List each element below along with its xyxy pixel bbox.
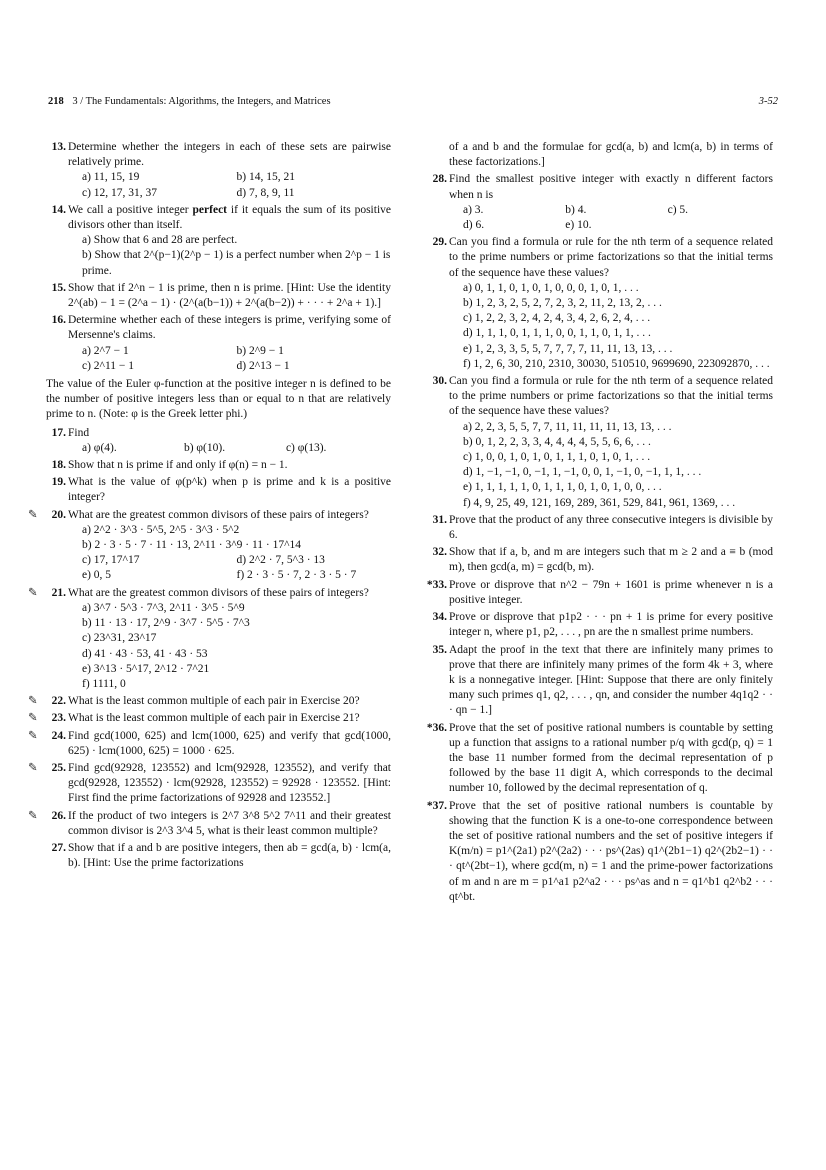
exercise-number: 20. [51, 508, 66, 521]
section-number: 3-52 [758, 96, 778, 107]
exercise-25 [28, 761, 391, 807]
option-f: f) 1111, 0 [82, 677, 126, 690]
option-b: b) 2^9 − 1 [236, 344, 284, 357]
right-column [427, 140, 773, 907]
running-title: 3 / The Fundamentals: Algorithms, the Integers, and Matrices [72, 96, 331, 107]
pencil-icon: ✎ [28, 695, 38, 708]
exercise-text: What is the value of φ(p^k) when p is prime and k is a positive integer? [68, 476, 391, 504]
exercise-24 [28, 729, 391, 759]
option-c: c) φ(13). [285, 441, 327, 454]
exercise-32 [427, 545, 773, 575]
exercise-text: Find gcd(1000, 625) and lcm(1000, 625) and verify that gcd(1000, 625) · lcm(1000, 625) = 1000 · 625. [68, 729, 391, 757]
exercise-text: We call a positive integer perfect if it equals the sum of its positive divisors other than itself. [68, 203, 391, 232]
exercise-number: *33. [426, 578, 447, 591]
exercise-text: Show that if 2^n − 1 is prime, then n is prime. [Hint: Use the identity 2^(ab) − 1 = (2^a − 1) · (2^(a(b−1)) + 2^(a(b−2)) + · · · + 2^a + 1).] [68, 281, 391, 310]
exercise-number: 15. [51, 281, 66, 294]
option-f: f) 1, 2, 6, 30, 210, 2310, 30030, 510510, 9699690, 223092870, . . . [463, 357, 770, 370]
option-e: e) 1, 1, 1, 1, 1, 0, 1, 1, 1, 0, 1, 0, 1, 0, 0, . . . [463, 481, 662, 494]
option-d: d) 41 · 43 · 53, 41 · 43 · 53 [82, 647, 208, 660]
option-f: f) 4, 9, 25, 49, 121, 169, 289, 361, 529, 841, 961, 1369, . . . [463, 496, 736, 509]
exercise-text: of a and b and the formulae for gcd(a, b) and lcm(a, b) in terms of these factorizations.] [449, 141, 773, 169]
option-b: b) 14, 15, 21 [236, 171, 295, 184]
exercise-22 [28, 694, 391, 709]
pencil-icon: ✎ [28, 712, 38, 725]
option-b: b) φ(10). [183, 441, 226, 454]
option-e: e) 0, 5 [82, 569, 112, 582]
pencil-icon: ✎ [28, 729, 38, 742]
exercise-text: Prove or disprove that p1p2 · · · pn + 1 is prime for every positive integer n, where p1, p2, . . . , pn are the n smallest prime numbers. [449, 611, 773, 639]
option-a: a) φ(4). [82, 441, 117, 454]
exercise-number: 16. [51, 314, 66, 327]
page-header [48, 96, 778, 112]
exercise-31 [427, 513, 773, 543]
option-e: e) 10. [565, 219, 592, 232]
exercise-number: 35. [432, 643, 447, 656]
option-a: a) 3. [463, 203, 484, 216]
exercise-text: If the product of two integers is 2^7 3^8 5^2 7^11 and their greatest common divisor is 2^3 3^4 5, what is their least common multiple? [68, 809, 391, 837]
option-a: a) Show that 6 and 28 are perfect. [82, 234, 238, 247]
exercise-13 [46, 140, 391, 201]
option-d: d) 6. [463, 219, 485, 232]
exercise-23 [28, 711, 391, 726]
exercise-14 [46, 203, 391, 279]
exercise-number: 21. [51, 586, 66, 599]
exercise-27-continued [427, 140, 773, 170]
exercise-17 [46, 426, 391, 456]
option-c: c) 2^11 − 1 [82, 359, 135, 372]
option-d: d) 7, 8, 9, 11 [236, 186, 295, 199]
exercise-text: Show that n is prime if and only if φ(n) = n − 1. [68, 459, 288, 472]
exercise-text: What is the least common multiple of each pair in Exercise 21? [68, 712, 360, 725]
exercise-15 [46, 281, 391, 311]
exercise-33 [427, 578, 773, 608]
exercise-number: *37. [426, 799, 447, 812]
option-a: a) 11, 15, 19 [82, 171, 140, 184]
left-column [28, 140, 391, 873]
option-b: b) 11 · 13 · 17, 2^9 · 3^7 · 5^5 · 7^3 [82, 617, 250, 630]
exercise-text: Find gcd(92928, 123552) and lcm(92928, 123552), and verify that gcd(92928, 123552) · lcm(92928, 123552) = 92928 · 123552. [Hint: First find the prime factorizations of 92928 and 123552.] [68, 761, 391, 805]
exercise-number: 14. [51, 203, 66, 216]
option-c: c) 5. [667, 203, 689, 216]
exercise-20 [28, 508, 391, 584]
option-b: b) Show that 2^(p−1)(2^p − 1) is a perfect number when 2^p − 1 is prime. [82, 249, 391, 277]
option-c: c) 1, 2, 2, 3, 2, 4, 2, 4, 3, 4, 2, 6, 2, 4, . . . [463, 312, 651, 325]
exercise-30 [427, 374, 773, 511]
exercise-number: 29. [432, 236, 447, 249]
exercise-35 [427, 643, 773, 719]
exercise-text: Prove that the set of positive rational numbers is countable by showing that the function K is a one-to-one correspondence between the set of positive rational numbers and the set of positive integers if K(m/n) = p1^(2a1) p2^(2a2) · · · ps^(2as) q1^(2b1−1) q2^(2b2−1) · · · qt^(2bt−1), where gcd(m, n) = 1 and the prime-power factorizations of m and n are m = p1^a1 p2^a2 · · · ps^as and n = q1^b1 q2^b2 · · · qt^bt. [449, 799, 773, 903]
exercise-text: Can you find a formula or rule for the nth term of a sequence related to the prime numbers or prime factorizations so that the initial terms of the sequence have these values? [449, 236, 773, 279]
pencil-icon: ✎ [28, 761, 38, 774]
exercise-26 [28, 809, 391, 839]
exercise-number: 22. [51, 695, 66, 708]
option-c: c) 1, 0, 0, 1, 0, 1, 0, 1, 1, 1, 0, 1, 0, 1, . . . [463, 451, 651, 464]
option-a: a) 2^2 · 3^3 · 5^5, 2^5 · 3^3 · 5^2 [82, 523, 240, 536]
exercise-text: Determine whether each of these integers is prime, verifying some of Mersenne's claims. [68, 314, 391, 342]
exercise-text: Show that if a, b, and m are integers such that m ≥ 2 and a ≡ b (mod m), then gcd(a, m) = gcd(b, m). [449, 546, 773, 574]
option-b: b) 4. [565, 203, 587, 216]
exercise-27 [46, 841, 391, 871]
option-c: c) 12, 17, 31, 37 [82, 186, 158, 199]
exercise-text: Find the smallest positive integer with exactly n different factors when n is [449, 173, 773, 201]
exercise-number: 31. [432, 513, 447, 526]
exercise-number: 19. [51, 476, 66, 489]
exercise-29 [427, 235, 773, 372]
exercise-number: 24. [51, 729, 66, 742]
exercise-number: 28. [432, 173, 447, 186]
exercise-21 [28, 586, 391, 692]
exercise-text: Adapt the proof in the text that there are infinitely many primes to prove that there are infinitely many primes of the form 4k + 3, where k is a nonnegative integer. [Hint: Suppose that there are only finitely many such primes q1, q2, . . . , qn, and consider the number 4q1q2 · · · qn − 1.] [449, 643, 773, 717]
exercise-text: Prove that the product of any three consecutive integers is divisible by 6. [449, 513, 773, 542]
exercise-36 [427, 721, 773, 797]
exercise-number: 34. [432, 611, 447, 624]
exercise-28 [427, 172, 773, 233]
option-e: e) 3^13 · 5^17, 2^12 · 7^21 [82, 662, 210, 675]
pencil-icon: ✎ [28, 508, 38, 521]
exercise-text: Can you find a formula or rule for the nth term of a sequence related to the prime numbers or prime factorizations so that the initial terms of the sequence have these values? [449, 375, 773, 418]
exercise-text: What is the least common multiple of each pair in Exercise 20? [68, 695, 360, 708]
page-number: 218 [48, 96, 64, 107]
exercise-text: Find [68, 426, 90, 439]
exercise-number: 25. [51, 761, 66, 774]
option-c: c) 23^31, 23^17 [82, 632, 157, 645]
exercise-16 [46, 313, 391, 374]
option-e: e) 1, 2, 3, 3, 5, 5, 7, 7, 7, 7, 11, 11, 13, 13, . . . [463, 342, 673, 355]
exercise-text: Determine whether the integers in each of these sets are pairwise relatively prime. [68, 141, 391, 169]
option-b: b) 1, 2, 3, 2, 5, 2, 7, 2, 3, 2, 11, 2, 13, 2, . . . [463, 297, 662, 310]
exercise-number: 18. [51, 459, 66, 472]
option-f: f) 2 · 3 · 5 · 7, 2 · 3 · 5 · 7 [236, 569, 357, 582]
exercise-number: 17. [51, 426, 66, 439]
exercise-number: 27. [51, 841, 66, 854]
option-c: c) 17, 17^17 [82, 554, 140, 567]
exercise-18 [46, 458, 391, 473]
pencil-icon: ✎ [28, 809, 38, 822]
option-d: d) 2^2 · 7, 5^3 · 13 [236, 554, 325, 567]
exercise-number: 32. [432, 546, 447, 559]
option-a: a) 3^7 · 5^3 · 7^3, 2^11 · 3^5 · 5^9 [82, 601, 245, 614]
option-b: b) 0, 1, 2, 2, 3, 3, 4, 4, 4, 4, 5, 5, 6, 6, . . . [463, 435, 651, 448]
option-a: a) 2, 2, 3, 5, 5, 7, 7, 11, 11, 11, 11, 13, 13, . . . [463, 420, 672, 433]
option-a: a) 2^7 − 1 [82, 344, 129, 357]
exercise-text: Show that if a and b are positive integers, then ab = gcd(a, b) · lcm(a, b). [Hint: Use the prime factorizations [68, 841, 391, 870]
exercise-37 [427, 799, 773, 905]
exercise-number: 23. [51, 712, 66, 725]
exercise-text: What are the greatest common divisors of these pairs of integers? [68, 586, 369, 599]
option-a: a) 0, 1, 1, 0, 1, 0, 1, 0, 0, 0, 1, 0, 1, . . . [463, 281, 639, 294]
option-d: d) 2^13 − 1 [236, 359, 290, 372]
exercise-19 [46, 475, 391, 505]
option-b: b) 2 · 3 · 5 · 7 · 11 · 13, 2^11 · 3^9 · 11 · 17^14 [82, 539, 301, 552]
pencil-icon: ✎ [28, 586, 38, 599]
exercise-number: 30. [432, 375, 447, 388]
euler-phi-definition: The value of the Euler φ-function at the positive integer n is defined to be the number of positive integers less than or equal to n that are relatively prime to n. (Note: φ is the Greek letter phi.) [46, 378, 391, 421]
option-d: d) 1, −1, −1, 0, −1, 1, −1, 0, 0, 1, −1, 0, −1, 1, 1, . . . [463, 466, 702, 479]
term-perfect: perfect [192, 203, 228, 216]
exercise-number: 26. [51, 809, 66, 822]
exercise-text: What are the greatest common divisors of these pairs of integers? [68, 508, 369, 521]
exercise-34 [427, 610, 773, 640]
option-d: d) 1, 1, 1, 0, 1, 1, 1, 0, 0, 1, 1, 0, 1, 1, . . . [463, 327, 651, 340]
exercise-text: Prove that the set of positive rational numbers is countable by setting up a function that assigns to a rational number p/q with gcd(p, q) = 1 the base 11 number formed from the decimal representation of p followed by the base 11 digit A, which corresponds to the decimal number 10, followed by the decimal representation of q. [449, 721, 773, 795]
exercise-number: 13. [51, 141, 66, 153]
exercise-text: Prove or disprove that n^2 − 79n + 1601 is prime whenever n is a positive integer. [449, 578, 773, 606]
exercise-number: *36. [426, 721, 447, 734]
